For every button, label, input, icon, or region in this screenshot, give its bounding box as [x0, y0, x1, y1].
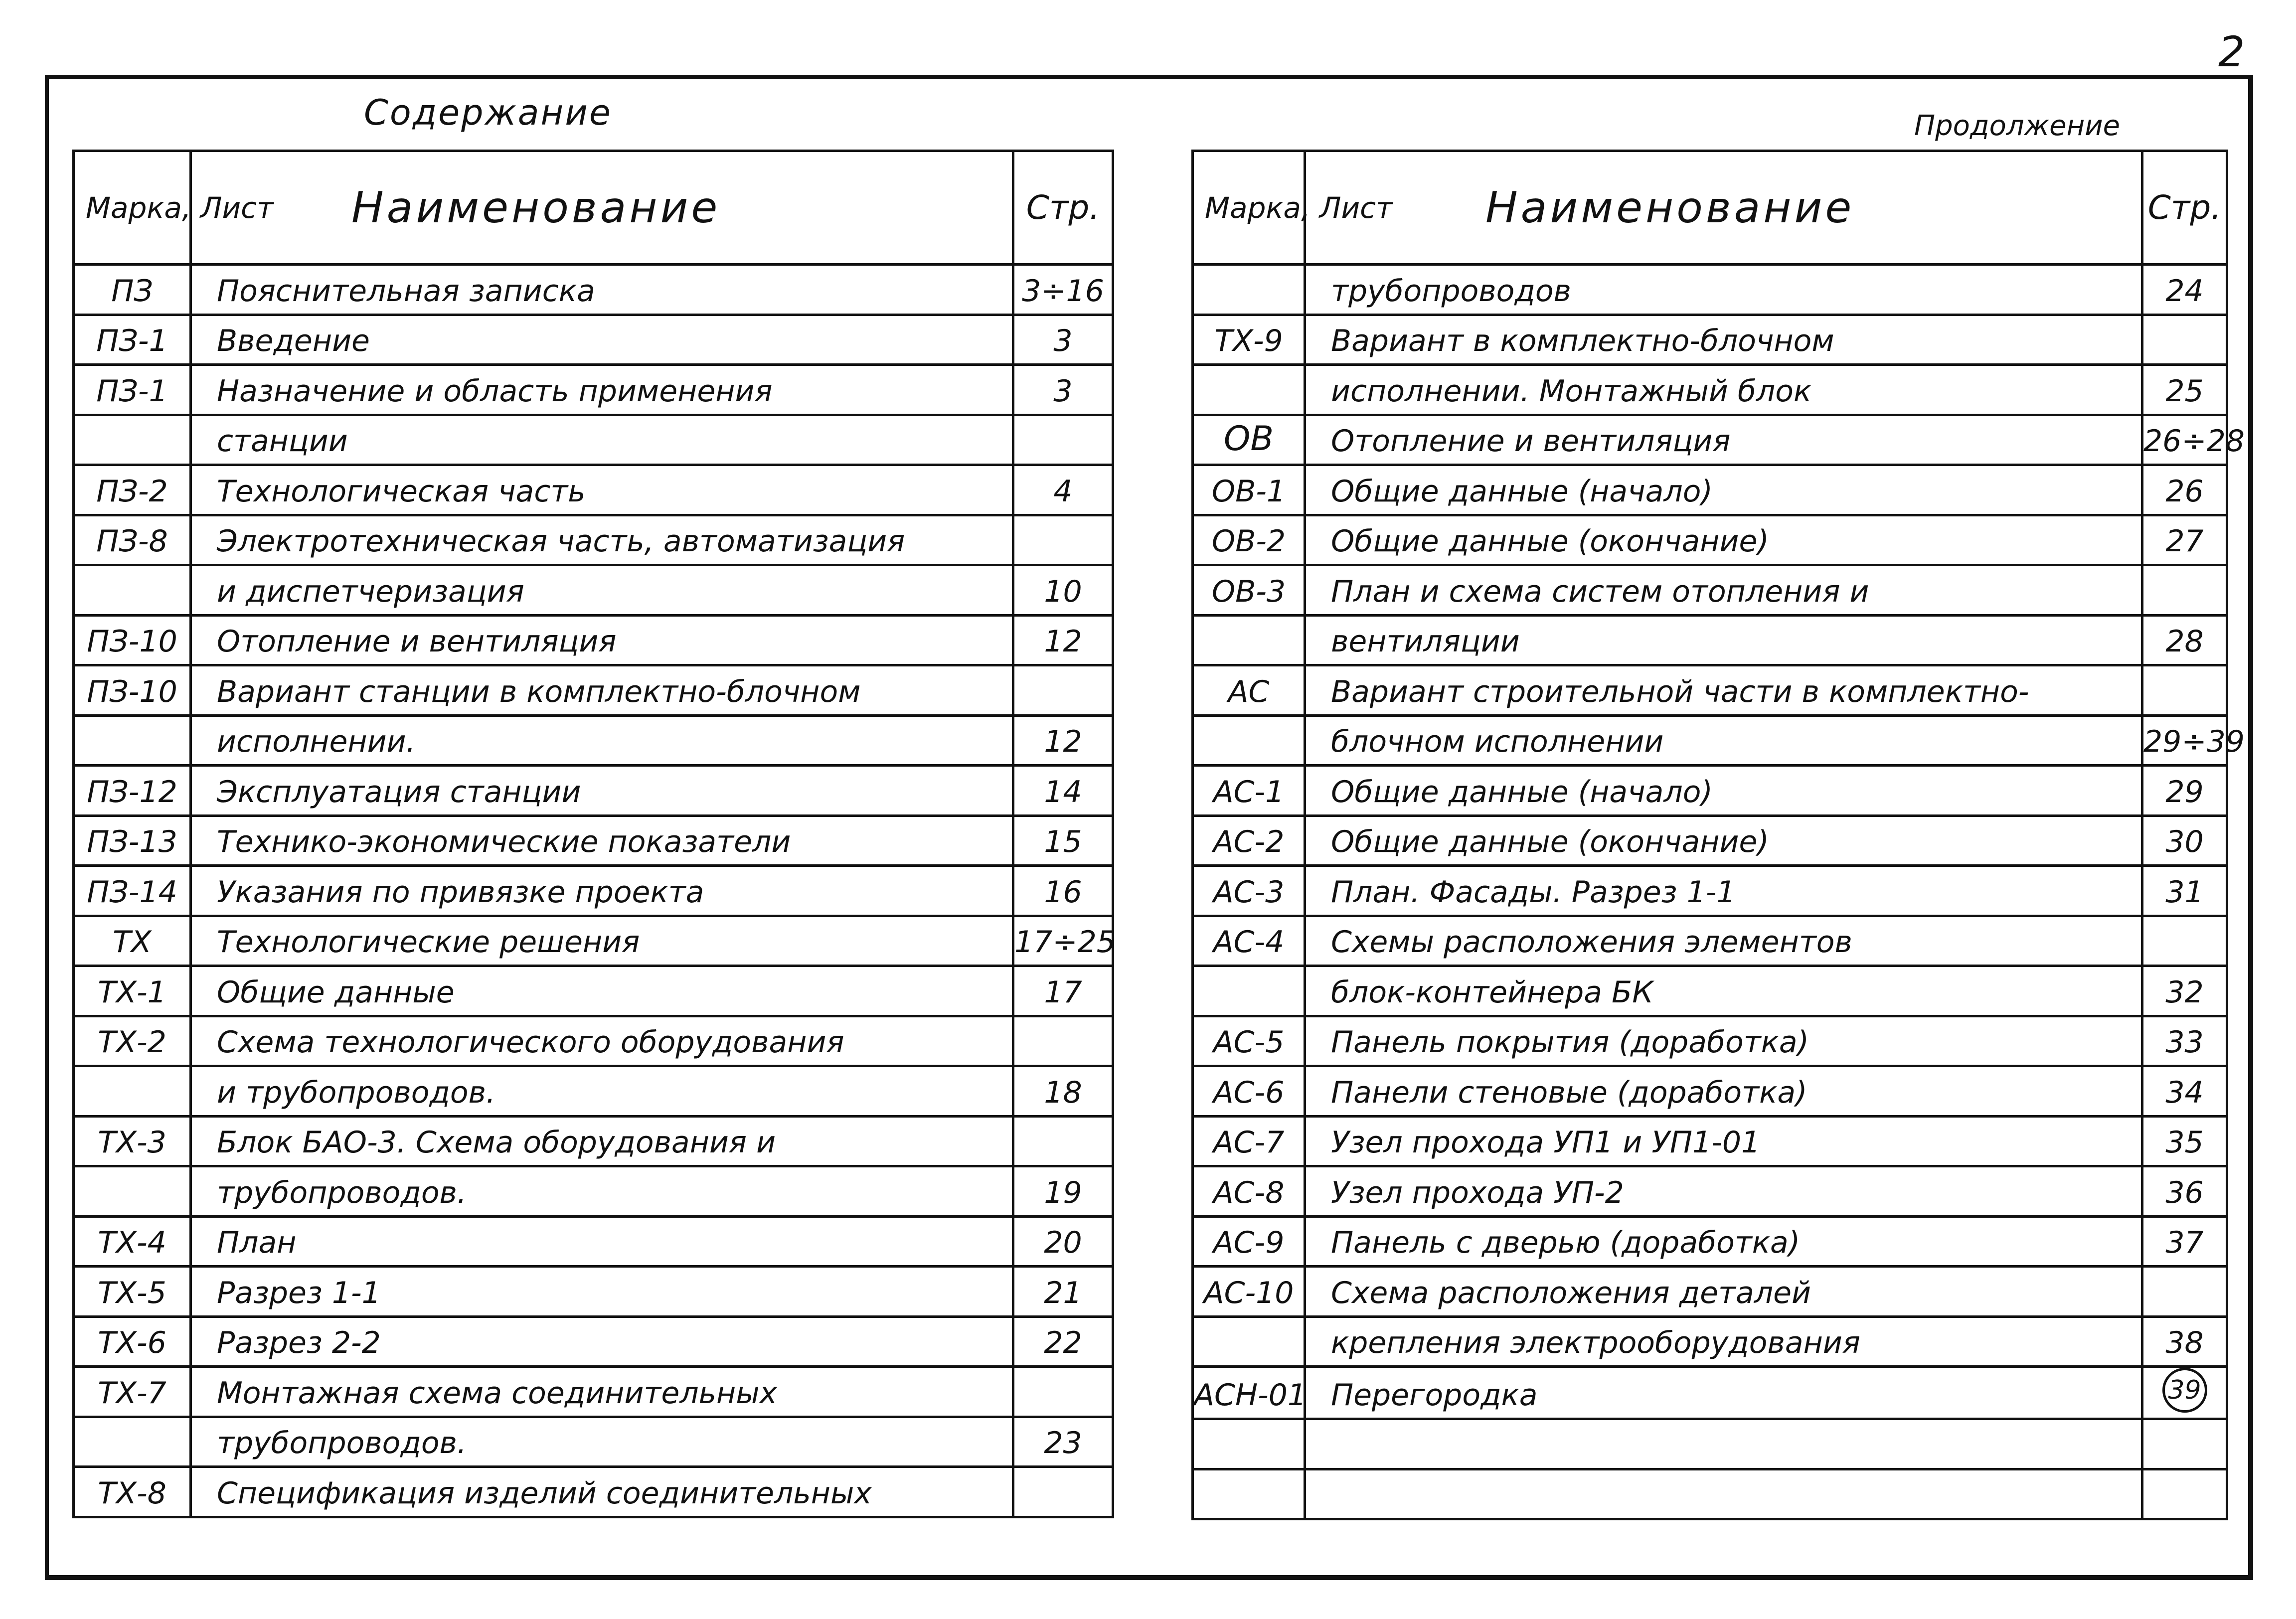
header-name: Наименование — [1305, 151, 2142, 265]
table-row — [74, 1016, 1113, 1066]
row-mark: АС-2 — [1193, 815, 1305, 866]
row-title: трубопроводов. — [191, 1417, 1013, 1467]
row-mark — [74, 1166, 191, 1217]
row-title: вентиляции — [1305, 615, 2142, 665]
table-row — [74, 365, 1113, 415]
row-title: Технологическая часть — [191, 465, 1013, 515]
row-page — [2142, 916, 2227, 966]
row-mark — [74, 1066, 191, 1117]
row-page: 34 — [2142, 1066, 2227, 1117]
row-page: 32 — [2142, 966, 2227, 1016]
row-title: и диспетчеризация — [191, 565, 1013, 616]
row-page: 16 — [1013, 866, 1113, 916]
row-mark: АС-10 — [1193, 1267, 1305, 1317]
page-number: 2 — [2218, 27, 2245, 76]
row-title: Схема расположения деталей — [1305, 1267, 2142, 1317]
table-row — [1193, 1066, 2227, 1117]
row-title: Указания по привязке проекта — [191, 866, 1013, 916]
table-row — [74, 415, 1113, 465]
row-page — [2142, 1419, 2227, 1469]
row-title: Пояснительная записка — [191, 265, 1013, 315]
row-page: 37 — [2142, 1216, 2227, 1267]
table-row — [74, 815, 1113, 866]
row-title: Отопление и вентиляция — [191, 615, 1013, 665]
row-title: Общие данные (окончание) — [1305, 515, 2142, 565]
row-mark: ТХ-5 — [74, 1267, 191, 1317]
row-page: 30 — [2142, 815, 2227, 866]
table-row — [1193, 966, 2227, 1016]
row-mark: АС-9 — [1193, 1216, 1305, 1267]
row-title: Панель с дверью (доработка) — [1305, 1216, 2142, 1267]
row-page: 17 — [1013, 966, 1113, 1016]
continuation-heading: Продолжение — [1914, 110, 2121, 142]
table-row — [74, 1367, 1113, 1417]
row-mark — [74, 1417, 191, 1467]
row-title: Разрез 1-1 — [191, 1267, 1013, 1317]
table-row — [74, 1267, 1113, 1317]
row-mark: АС-7 — [1193, 1116, 1305, 1166]
row-mark — [1193, 1316, 1305, 1367]
table-row — [1193, 315, 2227, 365]
row-page: 17÷25 — [1013, 916, 1113, 966]
row-title: Введение — [191, 315, 1013, 365]
row-page: 33 — [2142, 1016, 2227, 1066]
table-row — [74, 665, 1113, 716]
row-mark — [1193, 1419, 1305, 1469]
row-page: 12 — [1013, 615, 1113, 665]
table-row — [1193, 365, 2227, 415]
row-mark: ТХ-8 — [74, 1467, 191, 1517]
table-row — [1193, 415, 2227, 465]
table-row — [1193, 1316, 2227, 1367]
row-title: Схемы расположения элементов — [1305, 916, 2142, 966]
row-mark: ОВ-3 — [1193, 565, 1305, 616]
table-row — [1193, 465, 2227, 515]
row-page — [2142, 1469, 2227, 1519]
row-mark: ПЗ-12 — [74, 766, 191, 816]
table-row — [1193, 615, 2227, 665]
row-mark: АСН-01 — [1193, 1367, 1305, 1419]
row-page: 28 — [2142, 615, 2227, 665]
row-page: 12 — [1013, 715, 1113, 766]
row-mark: ОВ-2 — [1193, 515, 1305, 565]
row-page: 21 — [1013, 1267, 1113, 1317]
row-title: Узел прохода УП-2 — [1305, 1166, 2142, 1217]
table-row — [74, 766, 1113, 816]
row-title: исполнении. — [191, 715, 1013, 766]
header-mark-sheet: Марка, Лист — [74, 151, 191, 265]
row-mark: ПЗ-1 — [74, 315, 191, 365]
row-title: Вариант в комплектно-блочном — [1305, 315, 2142, 365]
row-title: Общие данные (начало) — [1305, 766, 2142, 816]
row-page: 24 — [2142, 265, 2227, 315]
row-page: 26 — [2142, 465, 2227, 515]
contents-rows-right — [1193, 265, 2245, 1519]
row-page: 20 — [1013, 1216, 1113, 1267]
row-page: 26÷28 — [2142, 415, 2227, 465]
row-page: 38 — [2142, 1316, 2227, 1367]
table-row — [1193, 815, 2227, 866]
row-mark — [1193, 365, 1305, 415]
row-title: Панели стеновые (доработка) — [1305, 1066, 2142, 1117]
row-mark: АС — [1193, 665, 1305, 716]
row-mark: ПЗ-14 — [74, 866, 191, 916]
row-mark: ПЗ-1 — [74, 365, 191, 415]
table-row — [74, 1467, 1113, 1517]
row-title: План и схема систем отопления и — [1305, 565, 2142, 616]
row-page: 3÷16 — [1013, 265, 1113, 315]
row-page: 22 — [1013, 1316, 1113, 1367]
row-title: и трубопроводов. — [191, 1066, 1013, 1117]
row-title: Назначение и область применения — [191, 365, 1013, 415]
row-mark — [1193, 715, 1305, 766]
row-mark: ПЗ-2 — [74, 465, 191, 515]
table-row — [74, 615, 1113, 665]
row-title — [1305, 1469, 2142, 1519]
row-title: Общие данные (окончание) — [1305, 815, 2142, 866]
row-page: 3 — [1013, 365, 1113, 415]
row-title: Общие данные (начало) — [1305, 465, 2142, 515]
row-mark — [1193, 615, 1305, 665]
table-row — [1193, 665, 2227, 716]
table-row — [74, 315, 1113, 365]
row-mark — [1193, 966, 1305, 1016]
row-page — [1013, 1467, 1113, 1517]
row-mark: ТХ-6 — [74, 1316, 191, 1367]
contents-table-right — [1191, 150, 2245, 1520]
row-page — [1013, 665, 1113, 716]
row-page — [1013, 1116, 1113, 1166]
row-page: 25 — [2142, 365, 2227, 415]
row-title: Технико-экономические показатели — [191, 815, 1013, 866]
row-page — [2142, 1267, 2227, 1317]
table-row — [74, 565, 1113, 616]
table-row — [74, 916, 1113, 966]
table-row — [74, 465, 1113, 515]
row-mark: ПЗ-13 — [74, 815, 191, 866]
table-row — [1193, 265, 2227, 315]
row-mark: АС-5 — [1193, 1016, 1305, 1066]
row-page: 10 — [1013, 565, 1113, 616]
row-mark: ТХ-1 — [74, 966, 191, 1016]
table-row — [1193, 1267, 2227, 1317]
row-mark: АС-3 — [1193, 866, 1305, 916]
row-title: Схема технологического оборудования — [191, 1016, 1013, 1066]
table-row — [74, 1216, 1113, 1267]
table-header-row — [1193, 151, 2227, 265]
table-row — [1193, 1367, 2227, 1419]
row-mark — [74, 715, 191, 766]
row-page: 19 — [1013, 1166, 1113, 1217]
row-title: крепления электрооборудования — [1305, 1316, 2142, 1367]
table-row — [1193, 866, 2227, 916]
row-title: Электротехническая часть, автоматизация — [191, 515, 1013, 565]
row-page — [1013, 515, 1113, 565]
contents-rows-left — [74, 265, 1116, 1517]
row-title: Блок БАО-3. Схема оборудования и — [191, 1116, 1013, 1166]
row-page: 35 — [2142, 1116, 2227, 1166]
row-mark: ТХ-4 — [74, 1216, 191, 1267]
row-title: Разрез 2-2 — [191, 1316, 1013, 1367]
contents-table-left — [72, 150, 1114, 1518]
row-title — [1305, 1419, 2142, 1469]
row-title: Перегородка — [1305, 1367, 2142, 1419]
table-row — [74, 265, 1113, 315]
table-row — [74, 1417, 1113, 1467]
row-title: блок-контейнера БК — [1305, 966, 2142, 1016]
table-row — [74, 1066, 1113, 1117]
row-title: Вариант строительной части в комплектно- — [1305, 665, 2142, 716]
row-mark: АС-8 — [1193, 1166, 1305, 1217]
table-row — [74, 966, 1113, 1016]
row-page — [1013, 1367, 1113, 1417]
row-page — [2142, 665, 2227, 716]
row-mark — [1193, 265, 1305, 315]
header-name: Наименование — [191, 151, 1013, 265]
row-mark: ТХ — [74, 916, 191, 966]
row-mark — [74, 415, 191, 465]
row-mark: ОВ — [1193, 415, 1305, 465]
row-mark: ПЗ — [74, 265, 191, 315]
table-row — [1193, 1469, 2227, 1519]
row-title: Общие данные — [191, 966, 1013, 1016]
row-page: 14 — [1013, 766, 1113, 816]
row-page: 4 — [1013, 465, 1113, 515]
row-title: План. Фасады. Разрез 1-1 — [1305, 866, 2142, 916]
row-title: исполнении. Монтажный блок — [1305, 365, 2142, 415]
row-title: Эксплуатация станции — [191, 766, 1013, 816]
row-title: Спецификация изделий соединительных — [191, 1467, 1013, 1517]
row-page — [1013, 415, 1113, 465]
row-page: 29÷39 — [2142, 715, 2227, 766]
table-row — [1193, 916, 2227, 966]
row-mark: ТХ-2 — [74, 1016, 191, 1066]
table-row — [1193, 1216, 2227, 1267]
table-row — [74, 515, 1113, 565]
contents-heading: Содержание — [364, 92, 612, 133]
row-mark — [74, 565, 191, 616]
row-mark: ТХ-9 — [1193, 315, 1305, 365]
row-mark: ПЗ-8 — [74, 515, 191, 565]
row-title: Монтажная схема соединительных — [191, 1367, 1013, 1417]
row-title: блочном исполнении — [1305, 715, 2142, 766]
circled-page-number: 39 — [2162, 1368, 2207, 1413]
table-row — [74, 1166, 1113, 1217]
table-row — [74, 866, 1113, 916]
row-page — [2142, 315, 2227, 365]
row-mark: ОВ-1 — [1193, 465, 1305, 515]
table-row — [74, 1116, 1113, 1166]
header-page: Стр. — [2142, 151, 2227, 265]
row-mark: ПЗ-10 — [74, 615, 191, 665]
row-page: 3 — [1013, 315, 1113, 365]
row-mark: ПЗ-10 — [74, 665, 191, 716]
table-row — [1193, 715, 2227, 766]
table-row — [74, 1316, 1113, 1367]
row-title: План — [191, 1216, 1013, 1267]
row-page: 18 — [1013, 1066, 1113, 1117]
row-mark: ТХ-7 — [74, 1367, 191, 1417]
table-row — [1193, 766, 2227, 816]
row-page — [2142, 1367, 2227, 1419]
row-mark: ТХ-3 — [74, 1116, 191, 1166]
table-row — [1193, 1166, 2227, 1217]
row-mark: АС-4 — [1193, 916, 1305, 966]
row-page: 29 — [2142, 766, 2227, 816]
row-title: станции — [191, 415, 1013, 465]
row-title: Панель покрытия (доработка) — [1305, 1016, 2142, 1066]
table-row — [1193, 1419, 2227, 1469]
table-row — [1193, 1116, 2227, 1166]
row-title: трубопроводов. — [191, 1166, 1013, 1217]
row-page: 31 — [2142, 866, 2227, 916]
table-header-row — [74, 151, 1113, 265]
row-page: 27 — [2142, 515, 2227, 565]
table-row — [74, 715, 1113, 766]
row-page: 36 — [2142, 1166, 2227, 1217]
row-title: трубопроводов — [1305, 265, 2142, 315]
row-title: Технологические решения — [191, 916, 1013, 966]
row-page: 15 — [1013, 815, 1113, 866]
row-mark — [1193, 1469, 1305, 1519]
table-row — [1193, 1016, 2227, 1066]
row-page — [1013, 1016, 1113, 1066]
row-title: Узел прохода УП1 и УП1-01 — [1305, 1116, 2142, 1166]
row-title: Отопление и вентиляция — [1305, 415, 2142, 465]
table-row — [1193, 515, 2227, 565]
row-page — [2142, 565, 2227, 616]
row-title: Вариант станции в комплектно-блочном — [191, 665, 1013, 716]
header-page: Стр. — [1013, 151, 1113, 265]
row-mark: АС-6 — [1193, 1066, 1305, 1117]
table-row — [1193, 565, 2227, 616]
header-mark-sheet: Марка, Лист — [1193, 151, 1305, 265]
row-mark: АС-1 — [1193, 766, 1305, 816]
row-page: 23 — [1013, 1417, 1113, 1467]
